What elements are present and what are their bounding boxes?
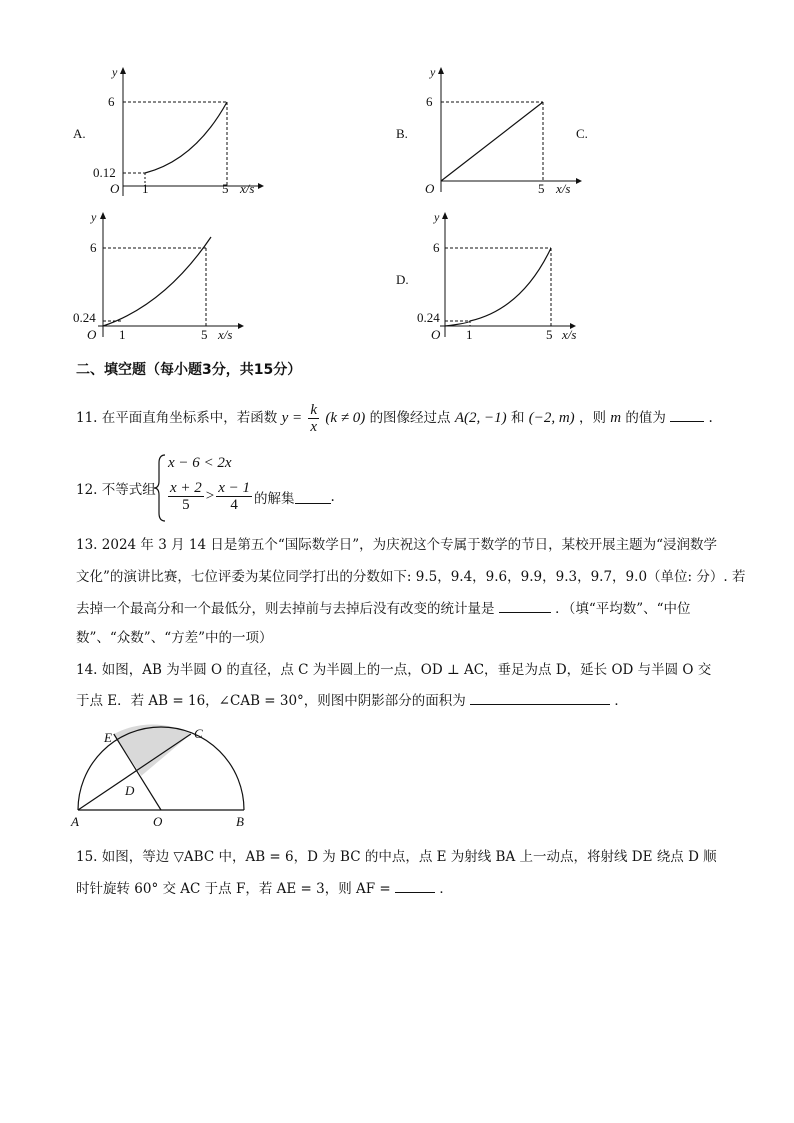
q11-text-c: ，则 <box>578 410 606 426</box>
q12-inequality-1: x − 6 < 2x <box>168 455 232 471</box>
label-d: D <box>125 783 135 798</box>
origin-label: O <box>110 181 120 196</box>
q15-line-2b: ． <box>439 881 453 897</box>
line-b <box>441 102 543 181</box>
y-axis-arrow <box>438 67 444 74</box>
q14-line-2 <box>76 690 628 711</box>
x-label: x/s <box>562 327 577 342</box>
label-a: A <box>71 814 79 829</box>
tick-1: 1 <box>466 327 473 342</box>
q15-line-1: 15. 如图，等边 ▽ABC 中，AB = 6，D 为 BC 的中点，点 E 为射线 BA 上一动点，将射线 DE 绕点 D 顺 <box>76 849 717 865</box>
y-axis-arrow <box>100 212 106 219</box>
q11-frac-den: x <box>310 419 318 435</box>
option-a-label: A. <box>73 126 86 141</box>
q12-lead <box>76 478 156 498</box>
q11-text-a: 在平面直角坐标系中，若函数 <box>101 410 278 426</box>
q12-number: 12. <box>76 482 98 498</box>
shaded-region <box>114 725 191 776</box>
y-label: y <box>430 65 436 79</box>
q12-inequality-2 <box>166 480 335 513</box>
q11-end: . <box>708 410 713 426</box>
q12-answer-blank[interactable] <box>295 489 331 504</box>
origin-label: O <box>425 181 435 196</box>
curve-d <box>445 248 551 326</box>
tick-1: 1 <box>142 181 149 196</box>
y-axis-arrow <box>442 212 448 219</box>
q13-line-3b: ．（填“平均数”、“中位 <box>555 601 691 617</box>
y-label: y <box>434 210 440 224</box>
q11-answer-blank[interactable] <box>670 407 704 422</box>
q11-condition: (k ≠ 0) <box>325 410 366 426</box>
q14-answer-blank[interactable] <box>470 690 610 705</box>
q13-line-2: 文化”的演讲比赛，七位评委为某位同学打出的分数如下: 9.5，9.4，9.6，9.9，9.3，9.7，9.0（单位: 分）. 若 <box>76 569 746 585</box>
q12-text-b: 的解集 <box>254 490 295 507</box>
q13-line-3 <box>76 598 691 619</box>
q12-frac-1 <box>168 480 204 513</box>
q11-text-b: 的图像经过点 <box>369 410 451 426</box>
tick-start: 0.24 <box>417 310 440 325</box>
tick-5: 5 <box>201 327 208 342</box>
curve-c <box>103 237 211 326</box>
q13-line-3a: 去掉一个最高分和一个最低分，则去掉前与去掉后没有改变的统计量是 <box>76 601 495 617</box>
option-d-label: D. <box>396 272 409 287</box>
q11-y-eq: y = <box>281 410 303 426</box>
q12-gt: > <box>205 488 215 504</box>
q12-brace <box>153 453 167 523</box>
tick-6: 6 <box>426 94 433 109</box>
tick-start: 0.24 <box>73 310 96 325</box>
option-b-label: B. <box>396 126 408 141</box>
q12-frac2-num: x − 1 <box>218 480 251 496</box>
y-axis-arrow <box>120 67 126 74</box>
q11-text-d: 的值为 <box>625 410 666 426</box>
tick-5: 5 <box>546 327 553 342</box>
curve-a <box>145 102 227 173</box>
tick-5: 5 <box>538 181 545 196</box>
label-o: O <box>153 814 163 829</box>
q14-line-1: 14. 如图，AB 为半圆 O 的直径，点 C 为半圆上的一点，OD ⊥ AC，垂足为点 D，延长 OD 与半圆 O 交 <box>76 662 712 678</box>
q11-point-a: A(2, −1) <box>454 410 507 426</box>
q15-answer-blank[interactable] <box>395 878 435 893</box>
q13-line-4: 数”、“众数”、“方差”中的一项） <box>76 630 273 646</box>
q11-number: 11. <box>76 410 98 426</box>
q12-text-a: 不等式组 <box>101 482 156 498</box>
label-e: E <box>104 730 112 745</box>
q11-point-b: (−2, m) <box>528 410 575 426</box>
q14-line-2a: 于点 E．若 AB = 16，∠CAB = 30°，则图中阴影部分的面积为 <box>76 693 466 709</box>
tick-6: 6 <box>433 240 440 255</box>
q12-frac1-den: 5 <box>182 497 190 513</box>
q13-line-1: 13. 2024 年 3 月 14 日是第五个“国际数学日”，为庆祝这个专属于数学的节日，某校开展主题为“浸润数学 <box>76 537 718 553</box>
tick-start: 0.12 <box>93 165 116 180</box>
y-label: y <box>91 210 97 224</box>
graph-d <box>412 205 592 350</box>
x-label: x/s <box>240 181 255 196</box>
q12-end: . <box>330 488 335 505</box>
origin-label: O <box>87 327 97 342</box>
q15-line-2 <box>76 878 453 899</box>
q14-figure <box>64 722 264 834</box>
q11-fraction <box>308 402 319 435</box>
x-axis-arrow <box>238 323 244 329</box>
tick-6: 6 <box>108 94 115 109</box>
q12-frac1-num: x + 2 <box>170 480 202 496</box>
q11-frac-num: k <box>310 402 318 418</box>
q11-and: 和 <box>510 410 525 426</box>
q12-frac-2 <box>216 480 252 513</box>
q15-line-2a: 时针旋转 60° 交 AC 于点 F，若 AE = 3，则 AF = <box>76 881 391 897</box>
x-label: x/s <box>218 327 233 342</box>
tick-5: 5 <box>222 181 229 196</box>
label-b: B <box>236 814 244 829</box>
graph-a <box>90 60 270 200</box>
q14-line-2b: ． <box>614 693 628 709</box>
q13-answer-blank[interactable] <box>499 598 551 613</box>
origin-label: O <box>431 327 441 342</box>
label-c: C <box>194 726 203 741</box>
q12-frac2-den: 4 <box>230 497 238 513</box>
tick-6: 6 <box>90 240 97 255</box>
x-label: x/s <box>556 181 571 196</box>
x-axis-arrow <box>258 183 264 189</box>
y-label: y <box>112 65 118 79</box>
graph-c <box>70 205 250 350</box>
x-axis-arrow <box>576 178 582 184</box>
tick-1: 1 <box>119 327 126 342</box>
graph-b <box>408 60 588 200</box>
option-c-label: C. <box>576 126 588 141</box>
question-11 <box>76 402 713 435</box>
section-title: 二、填空题（每小题3分，共15分） <box>76 362 302 378</box>
q11-var-m: m <box>610 410 622 426</box>
